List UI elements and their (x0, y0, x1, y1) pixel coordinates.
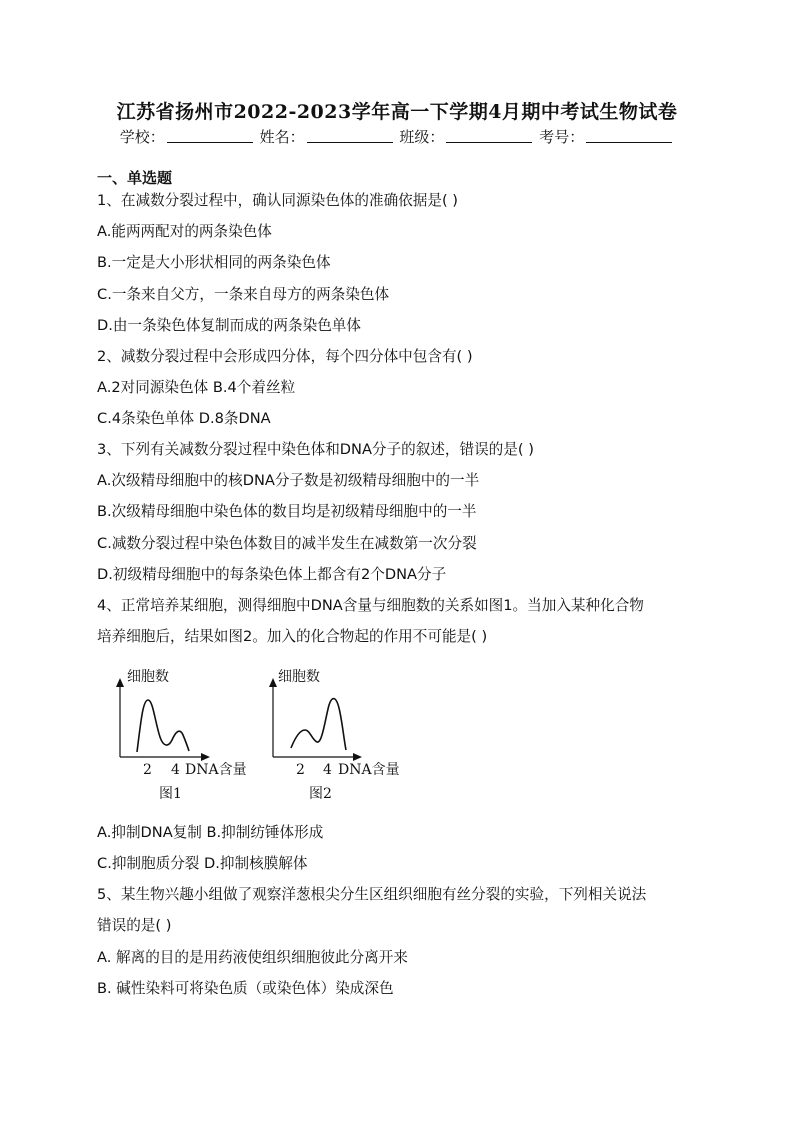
fig1-x-arrow (201, 753, 210, 761)
fig2-xlabel: DNA含量 (338, 762, 400, 778)
option-line: D.初级精母细胞中的每条染色体上都含有2个DNA分子 (97, 566, 447, 583)
figure-2 (269, 668, 400, 802)
fig1-y-arrow (116, 678, 124, 687)
school-blank[interactable] (167, 128, 253, 143)
section-heading: 一、单选题 (97, 169, 173, 187)
option-line: A.抑制DNA复制 B.抑制纺锤体形成 (97, 824, 324, 841)
fig2-y-arrow (269, 678, 277, 687)
option-line: A.能两两配对的两条染色体 (97, 223, 272, 240)
option-line: C.4条染色单体 D.8条DNA (97, 410, 271, 427)
option-line: C.减数分裂过程中染色体数目的减半发生在减数第一次分裂 (97, 535, 477, 552)
question-line: 培养细胞后，结果如图2。加入的化合物起的作用不可能是( ) (97, 628, 488, 645)
option-line: A.2对同源染色体 B.4个着丝粒 (97, 379, 296, 396)
figure-1 (116, 668, 247, 802)
fig2-tick-2: 2 (296, 762, 305, 778)
fig1-xlabel: DNA含量 (185, 762, 247, 778)
number-blank[interactable] (586, 128, 672, 143)
name-blank[interactable] (307, 128, 393, 143)
number-label: 考号： (539, 128, 585, 146)
option-line: B. 碱性染料可将染色质（或染色体）染成深色 (97, 980, 394, 997)
fig1-tick-4: 4 (171, 762, 180, 778)
student-info (0, 126, 794, 147)
school-label: 学校： (119, 128, 165, 146)
question-line: 5、某生物兴趣小组做了观察洋葱根尖分生区组织细胞有丝分裂的实验，下列相关说法 (97, 886, 647, 903)
fig2-x-arrow (353, 753, 362, 761)
class-blank[interactable] (446, 128, 532, 143)
option-line: B.次级精母细胞中染色体的数目均是初级精母细胞中的一半 (97, 503, 477, 520)
fig1-caption: 图1 (159, 786, 182, 802)
exam-title: 江苏省扬州市2022-2023学年高一下学期4月期中考试生物试卷 (116, 101, 678, 123)
question-line: 错误的是( ) (97, 917, 172, 934)
option-line: D.由一条染色体复制而成的两条染色单体 (97, 317, 361, 334)
name-label: 姓名： (259, 128, 305, 146)
dna-content-figure (105, 660, 425, 805)
class-label: 班级： (399, 128, 445, 146)
fig1-tick-2: 2 (143, 762, 152, 778)
option-line: C.一条来自父方，一条来自母方的两条染色体 (97, 286, 390, 303)
option-line: A.次级精母细胞中的核DNA分子数是初级精母细胞中的一半 (97, 472, 480, 489)
fig2-curve (291, 699, 346, 750)
question-line: 2、减数分裂过程中会形成四分体，每个四分体中包含有( ) (97, 348, 473, 365)
question-line: 4、正常培养某细胞，测得细胞中DNA含量与细胞数的关系如图1。当加入某种化合物 (97, 597, 644, 614)
fig1-curve (137, 700, 189, 752)
question-line: 1、在减数分裂过程中，确认同源染色体的准确依据是( ) (97, 192, 458, 209)
option-line: B.一定是大小形状相同的两条染色体 (97, 254, 331, 271)
option-line: C.抑制胞质分裂 D.抑制核膜解体 (97, 855, 308, 872)
fig1-ylabel: 细胞数 (127, 669, 169, 685)
fig2-ylabel: 细胞数 (278, 669, 320, 685)
question-line: 3、下列有关减数分裂过程中染色体和DNA分子的叙述，错误的是( ) (97, 441, 534, 458)
option-line: A. 解离的目的是用药液使组织细胞彼此分离开来 (97, 949, 408, 966)
fig2-tick-4: 4 (323, 762, 332, 778)
fig2-caption: 图2 (309, 786, 332, 802)
